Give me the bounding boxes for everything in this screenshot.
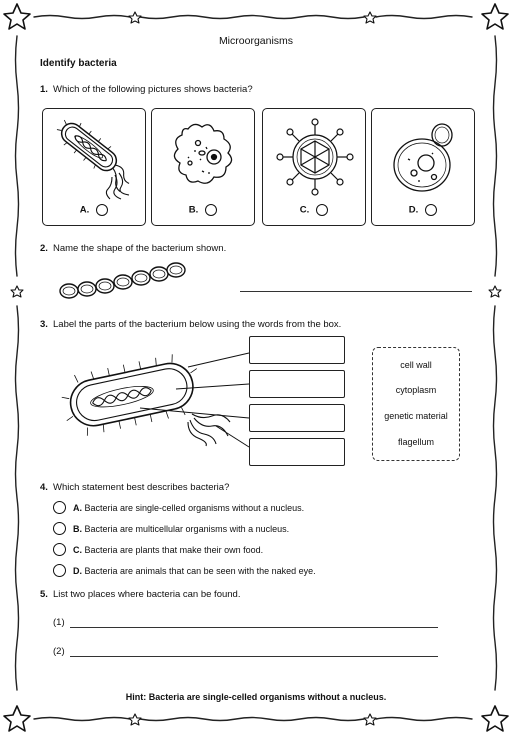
- q2-answer-line[interactable]: [240, 291, 472, 292]
- option-card-d[interactable]: [371, 108, 475, 226]
- streptococcus-chain-image: [58, 260, 188, 300]
- choice-d[interactable]: D. Bacteria are animals that can be seen with the naked eye.: [73, 566, 316, 576]
- q4-number: 4.: [40, 482, 48, 493]
- q5-number: 5.: [40, 589, 48, 600]
- rod-bacterium-image: [49, 113, 141, 203]
- option-label-c: C.: [263, 204, 365, 216]
- choice-d-radio[interactable]: [53, 564, 66, 577]
- option-label-a: A.: [43, 204, 145, 216]
- option-card-b[interactable]: [151, 108, 255, 226]
- q2-text: Name the shape of the bacterium shown.: [53, 243, 227, 254]
- word-cytoplasm: cytoplasm: [395, 385, 437, 395]
- word-bank: [372, 347, 460, 461]
- page-title: Microorganisms: [218, 35, 294, 47]
- blank-1-line[interactable]: [70, 627, 438, 628]
- choice-b-radio[interactable]: [53, 522, 66, 535]
- label-box-1[interactable]: [249, 336, 345, 364]
- label-box-2[interactable]: [249, 370, 345, 398]
- q1-number: 1.: [40, 84, 48, 95]
- word-cell-wall: cell wall: [400, 360, 432, 370]
- q3-text: Label the parts of the bacterium below using the words from the box.: [53, 319, 342, 330]
- section-heading: Identify bacteria: [40, 58, 117, 69]
- q5-text: List two places where bacteria can be found.: [53, 589, 241, 600]
- label-box-3[interactable]: [249, 404, 345, 432]
- choice-a[interactable]: A. Bacteria are single-celled organisms without a nucleus.: [73, 503, 305, 513]
- answer-circle-b[interactable]: [205, 204, 217, 216]
- answer-circle-d[interactable]: [425, 204, 437, 216]
- choice-b[interactable]: B. Bacteria are multicellular organisms with a nucleus.: [73, 524, 290, 534]
- q4-text: Which statement best describes bacteria?: [53, 482, 230, 493]
- q3-number: 3.: [40, 319, 48, 330]
- word-flagellum: flagellum: [397, 437, 435, 447]
- hint-text: Hint: Bacteria are single-celled organisms without a nucleus.: [125, 692, 387, 702]
- answer-circle-c[interactable]: [316, 204, 328, 216]
- option-label-d: D.: [372, 204, 474, 216]
- choice-c-radio[interactable]: [53, 543, 66, 556]
- option-label-b: B.: [152, 204, 254, 216]
- label-box-4[interactable]: [249, 438, 345, 466]
- answer-circle-a[interactable]: [96, 204, 108, 216]
- option-card-a[interactable]: [42, 108, 146, 226]
- virus-image: [269, 113, 361, 203]
- q1-text: Which of the following pictures shows bacteria?: [53, 84, 253, 95]
- labelled-bacterium-image: [52, 334, 252, 450]
- word-genetic-material: genetic material: [384, 411, 448, 421]
- q2-number: 2.: [40, 243, 48, 254]
- amoeba-image: [158, 113, 250, 203]
- blank-2-line[interactable]: [70, 656, 438, 657]
- blank-2-label: (2): [53, 646, 65, 657]
- yeast-cell-image: [378, 113, 470, 203]
- choice-a-radio[interactable]: [53, 501, 66, 514]
- option-card-c[interactable]: [262, 108, 366, 226]
- choice-c[interactable]: C. Bacteria are plants that make their own food.: [73, 545, 264, 555]
- blank-1-label: (1): [53, 617, 65, 628]
